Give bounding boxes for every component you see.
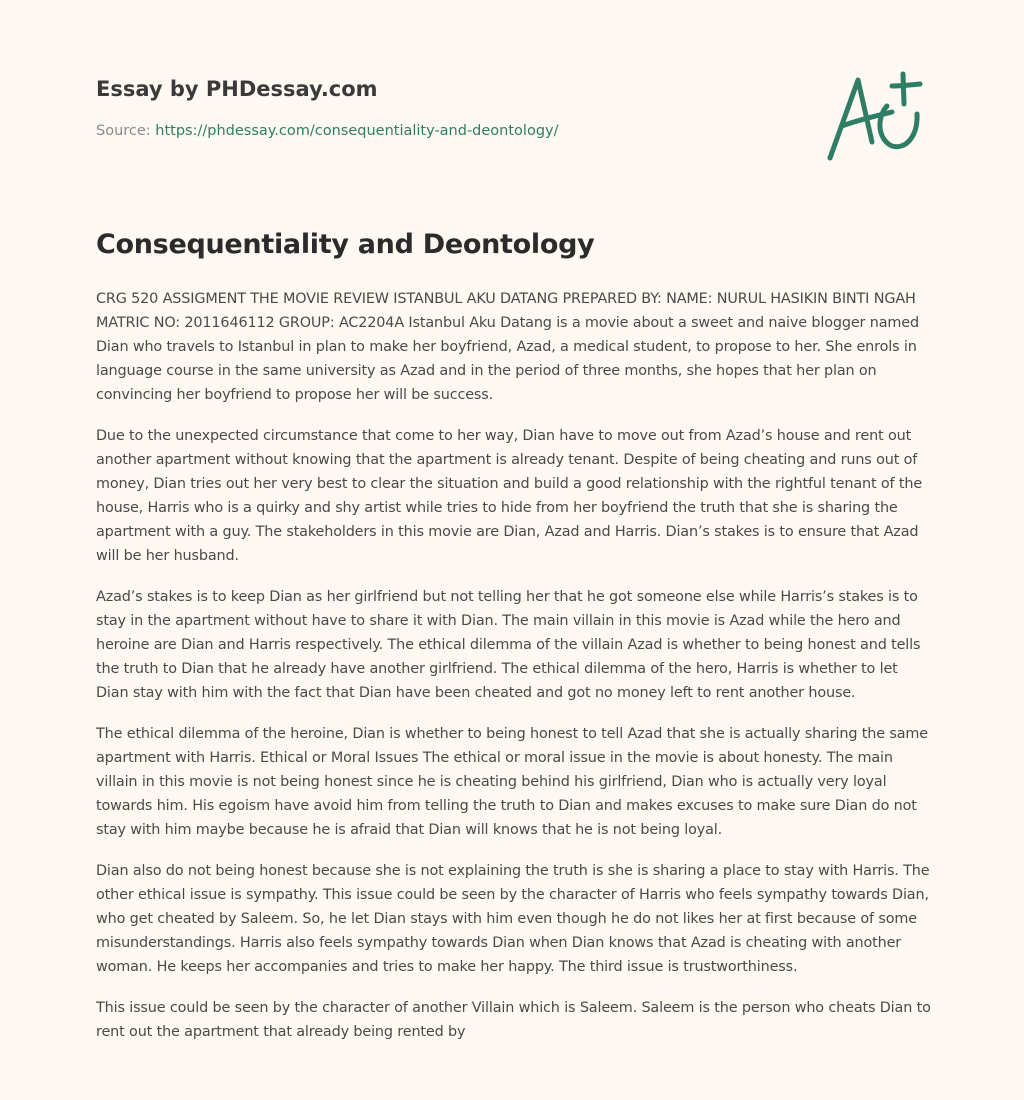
page-header <box>96 74 736 141</box>
a-plus-grade-icon <box>822 66 932 166</box>
paragraph: Azad’s stakes is to keep Dian as her girlfriend but not telling her that he got someone else while Harris’s stakes is to stay in the apartment without have to share it with Dian. The main villain in this movie is Azad while the hero and heroine are Dian and Harris respectively. The ethical dilemma of the villain Azad is whether to being honest and tells the truth to Dian that he already have another girlfriend. The ethical dilemma of the hero, Harris is whether to let Dian stay with him with the fact that Dian have been cheated and got no money left to rent another house. <box>96 589 921 701</box>
source-link[interactable]: https://phdessay.com/consequentiality-and-deontology/ <box>155 123 559 139</box>
paragraph: Dian also do not being honest because she is not explaining the truth is she is sharing a place to stay with Harris. The other ethical issue is sympathy. This issue could be seen by the character of Harris who feels sympathy towards Dian, who get cheated by Saleem. So, he let Dian stays with him even though he do not likes her at first because of some misunderstandings. Harris also feels sympathy towards Dian when Dian knows that Azad is cheating with another woman. He keeps her accompanies and tries to make her happy. The third issue is trustworthiness. <box>96 863 930 975</box>
paragraph: This issue could be seen by the character of another Villain which is Saleem. Saleem is the person who cheats Dian to rent out the apartment that already being rented by <box>96 1000 931 1040</box>
paragraph: CRG 520 ASSIGMENT THE MOVIE REVIEW ISTANBUL AKU DATANG PREPARED BY: NAME: NURUL HASIKIN BINTI NGAH MATRIC NO: 2011646112 GROUP: AC2204A Istanbul Aku Datang is a movie about a sweet and naive blogger named Dian who travels to Istanbul in plan to make her boyfriend, Azad, a medical student, to propose to her. She enrols in language course in the same university as Azad and in the period of three months, she hopes that her plan on convincing her boyfriend to propose her will be success. <box>96 291 919 403</box>
document-body <box>96 287 934 1061</box>
document-title: Consequentiality and Deontology <box>96 229 595 260</box>
paragraph: Due to the unexpected circumstance that come to her way, Dian have to move out from Azad’s house and rent out another apartment without knowing that the apartment is already tenant. Despite of being cheating and runs out of money, Dian tries out her very best to clear the situation and build a good relationship with the rightful tenant of the house, Harris who is a quirky and shy artist while tries to hide from her boyfriend the truth that she is sharing the apartment with a guy. The stakeholders in this movie are Dian, Azad and Harris. Dian’s stakes is to ensure that Azad will be her husband. <box>96 428 923 564</box>
paragraph: The ethical dilemma of the heroine, Dian is whether to being honest to tell Azad that she is actually sharing the same apartment with Harris. Ethical or Moral Issues The ethical or moral issue in the movie is about honesty. The main villain in this movie is not being honest since he is cheating behind his girlfriend, Dian who is actually very loyal towards him. His egoism have avoid him from telling the truth to Dian and makes excuses to make sure Dian do not stay with him maybe because he is afraid that Dian will knows that he is not being loyal. <box>96 726 928 838</box>
site-brand: Essay by PHDessay.com <box>96 77 378 101</box>
source-line <box>96 121 736 141</box>
source-label: Source: <box>96 123 151 139</box>
